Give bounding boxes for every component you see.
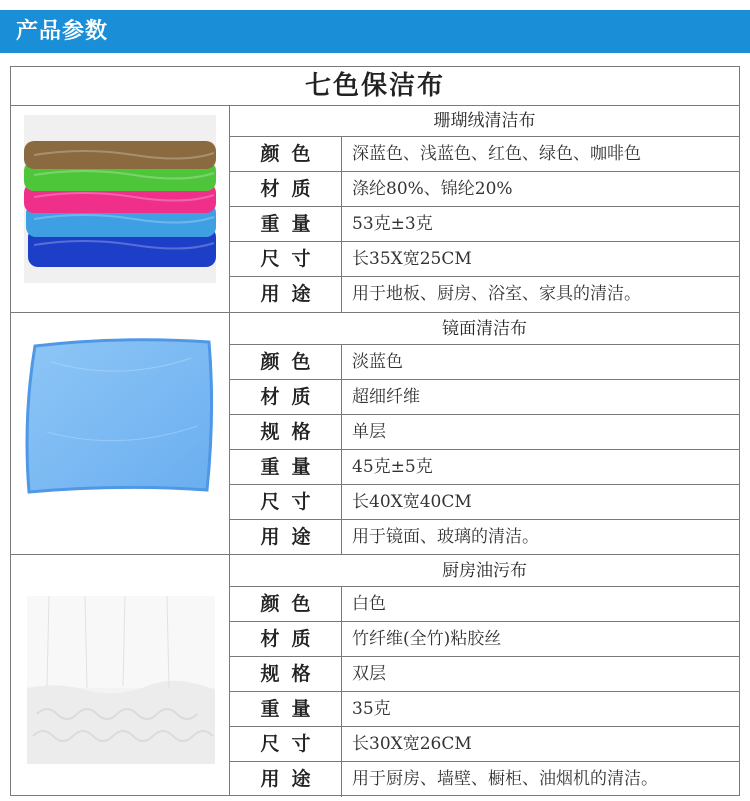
section-kitchen-cloth	[11, 554, 739, 796]
spec-value: 长40X宽40CM	[352, 492, 472, 512]
spec-label: 用途	[230, 520, 342, 555]
spec-value: 45克±5克	[352, 457, 433, 477]
section-name: 镜面清洁布	[230, 313, 739, 345]
section-coral-fleece	[11, 105, 739, 312]
white-cloth-image	[27, 596, 215, 764]
spec-label: 规格	[230, 657, 342, 691]
spec-value: 35克	[352, 699, 391, 719]
spec-row-color	[230, 587, 739, 622]
spec-value: 涤纶80%、锦纶20%	[352, 179, 513, 199]
spec-row-size	[230, 727, 739, 762]
stacked-towels-image	[24, 115, 216, 283]
spec-row-spec	[230, 657, 739, 692]
spec-label: 尺寸	[230, 242, 342, 276]
spec-value: 淡蓝色	[352, 352, 403, 372]
spec-row-weight	[230, 692, 739, 727]
header-title: 产品参数	[16, 19, 109, 44]
spec-label: 用途	[230, 762, 342, 797]
spec-label: 用途	[230, 277, 342, 312]
spec-row-spec	[230, 415, 739, 450]
spec-value: 超细纤维	[352, 387, 420, 407]
spec-row-material	[230, 172, 739, 207]
spec-label: 颜色	[230, 345, 342, 379]
spec-value: 用于镜面、玻璃的清洁。	[352, 527, 539, 547]
light-blue-cloth-graphic	[21, 322, 217, 502]
spec-table	[10, 66, 740, 796]
header-bar	[0, 10, 750, 53]
spec-label: 尺寸	[230, 485, 342, 519]
photo-cell	[11, 313, 230, 555]
section-name: 厨房油污布	[230, 555, 739, 587]
section-name: 珊瑚绒清洁布	[230, 105, 739, 137]
spec-label: 重量	[230, 692, 342, 726]
spec-value: 白色	[352, 594, 386, 614]
spec-label: 规格	[230, 415, 342, 449]
spec-row-material	[230, 622, 739, 657]
photo-cell	[11, 105, 230, 312]
spec-row-usage	[230, 520, 739, 555]
spec-value: 双层	[352, 664, 386, 684]
stacked-towels-graphic	[24, 115, 216, 283]
section-mirror-cloth	[11, 312, 739, 555]
spec-row-weight	[230, 207, 739, 242]
spec-label: 材质	[230, 622, 342, 656]
spec-row-size	[230, 242, 739, 277]
spec-value: 竹纤维(全竹)粘胶丝	[352, 629, 502, 649]
spec-value: 用于地板、厨房、浴室、家具的清洁。	[352, 284, 641, 304]
spec-cell	[230, 313, 739, 555]
spec-label: 材质	[230, 172, 342, 206]
spec-value: 长30X宽26CM	[352, 734, 472, 754]
spec-label: 尺寸	[230, 727, 342, 761]
white-cloth-graphic	[27, 596, 215, 764]
spec-label: 颜色	[230, 587, 342, 621]
spec-cell	[230, 105, 739, 312]
table-title: 七色保洁布	[11, 67, 739, 106]
spec-row-usage	[230, 762, 739, 797]
spec-value: 用于厨房、墙壁、橱柜、油烟机的清洁。	[352, 769, 658, 789]
spec-row-usage	[230, 277, 739, 312]
spec-label: 重量	[230, 207, 342, 241]
spec-row-size	[230, 485, 739, 520]
spec-row-color	[230, 345, 739, 380]
light-blue-cloth-image	[21, 322, 217, 502]
spec-row-weight	[230, 450, 739, 485]
spec-label: 材质	[230, 380, 342, 414]
spec-row-color	[230, 137, 739, 172]
spec-value: 深蓝色、浅蓝色、红色、绿色、咖啡色	[352, 144, 641, 164]
spec-value: 53克±3克	[352, 214, 433, 234]
spec-value: 单层	[352, 422, 386, 442]
spec-value: 长35X宽25CM	[352, 249, 472, 269]
photo-cell	[11, 555, 230, 796]
spec-label: 重量	[230, 450, 342, 484]
spec-cell	[230, 555, 739, 796]
spec-label: 颜色	[230, 137, 342, 171]
spec-row-material	[230, 380, 739, 415]
